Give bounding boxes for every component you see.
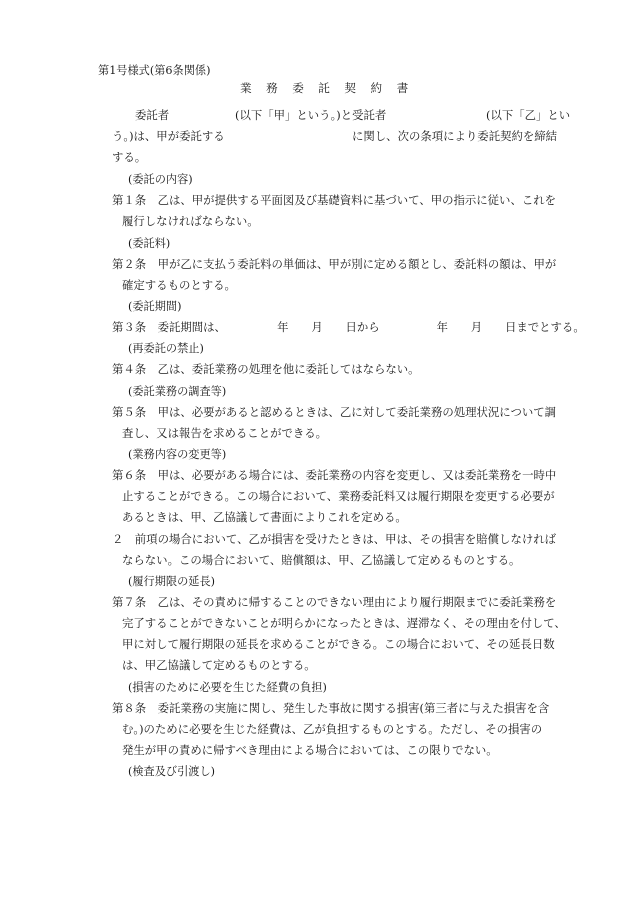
form-label: 第1号様式(第6条関係) [98, 64, 211, 77]
section-heading: (委託料) [128, 237, 171, 250]
intro-consignor-label: 委託者 [135, 108, 170, 122]
section-heading: (履行期限の延長) [128, 575, 216, 588]
article-line: 査し、又は報告を求めることができる。 [122, 426, 328, 440]
article-line: 第４条 乙は、委託業務の処理を他に委託してはならない。 [112, 362, 420, 376]
article-line: あるときは、甲、乙協議して書面によりこれを定める。 [122, 510, 407, 524]
section-heading: (委託業務の調査等) [128, 385, 227, 398]
section-heading: (委託期間) [128, 300, 182, 313]
article-line: 履行しなければならない。 [122, 214, 259, 228]
article-line: む。)のために必要を生じた経費は、乙が負担するものとする。ただし、その損害の [122, 722, 543, 736]
article-line: 甲に対して履行期限の延長を求めることができる。この場合において、その延長日数 [122, 637, 555, 651]
article-line: 第６条 甲は、必要がある場合には、委託業務の内容を変更し、又は委託業務を一時中 [112, 468, 557, 482]
article-line: ２ 前項の場合において、乙が損害を受けたときは、甲は、その損害を賠償しなければ [112, 532, 557, 546]
article-line: 発生が甲の責めに帰すべき理由による場合においては、この限りでない。 [122, 743, 498, 757]
article-line: 確定するものとする。 [122, 278, 236, 292]
section-heading: (検査及び引渡し) [128, 765, 216, 778]
section-heading: (再委託の禁止) [128, 342, 204, 355]
article-line: 第１条 乙は、甲が提供する平面図及び基礎資料に基づいて、甲の指示に従い、これを [112, 193, 557, 207]
article-line: 止することができる。この場合において、業務委託料又は履行期限を変更する必要が [122, 489, 555, 503]
article-line: ならない。この場合において、賠償額は、甲、乙協議して定めるものとする。 [122, 553, 521, 567]
article-line: 第３条 委託期間は、 年 月 日から 年 月 日までとする。 [112, 320, 585, 334]
article-line: 第８条 委託業務の実施に関し、発生した事故に関する損害(第三者に与えた損害を含 [112, 701, 550, 715]
section-heading: (業務内容の変更等) [128, 448, 227, 461]
document-title: 業務委託契約書 [240, 81, 423, 95]
intro-line2-right: に関し、次の条項により委託契約を締結 [352, 129, 558, 143]
article-line: 第５条 甲は、必要があると認めるときは、乙に対して委託業務の処理状況について調 [112, 405, 557, 419]
article-line: 第２条 甲が乙に支払う委託料の単価は、甲が別に定める額とし、委託料の額は、甲が [112, 257, 557, 271]
intro-line3: する。 [112, 150, 147, 164]
article-line: 第７条 乙は、その責めに帰することのできない理由により履行期限までに委託業務を [112, 595, 557, 609]
section-heading: (委託の内容) [128, 173, 193, 186]
article-line: は、甲乙協議して定めるものとする。 [122, 658, 316, 672]
intro-line1-mid: (以下「甲」という。)と受託者 [235, 108, 387, 122]
section-heading: (損害のために必要を生じた経費の負担) [128, 681, 327, 694]
intro-line1-right: (以下「乙」とい [486, 108, 571, 122]
article-line: 完了することができないことが明らかになったときは、遅滞なく、その理由を付して、 [122, 616, 566, 630]
intro-line2-left: う。)は、甲が委託する [112, 129, 225, 143]
